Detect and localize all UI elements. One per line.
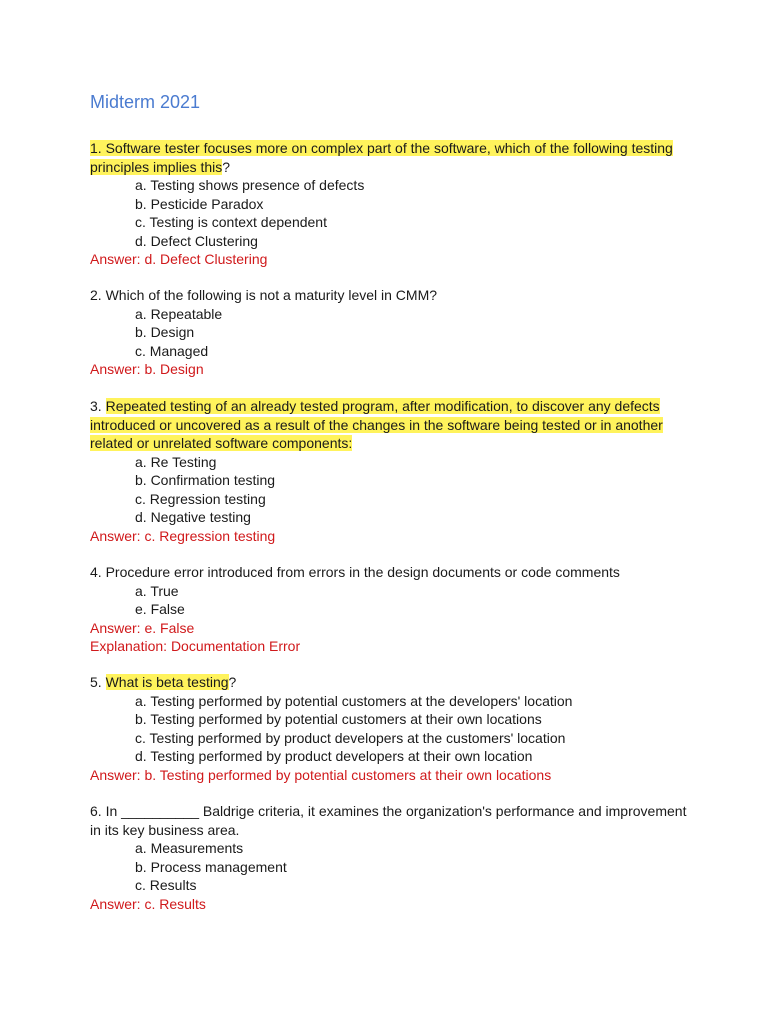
page-title: Midterm 2021	[90, 92, 201, 112]
options-list	[90, 305, 690, 361]
question-text	[90, 139, 690, 176]
explanation-text: Explanation: Documentation Error	[90, 638, 301, 654]
question-prefix: 5.	[90, 674, 106, 690]
option: d. Testing performed by product developers at their own location	[135, 748, 533, 764]
question-4	[90, 563, 690, 656]
option: b. Pesticide Paradox	[135, 195, 264, 212]
options-list	[90, 582, 690, 619]
option: c. Managed	[135, 342, 209, 359]
question-prefix: 2. Which of the following is not a maturity level in CMM?	[90, 287, 438, 303]
option: d. Negative testing	[135, 509, 251, 525]
option: e. False	[135, 601, 185, 617]
option: c. Testing is context dependent	[135, 214, 327, 230]
question-prefix: 4. Procedure error introduced from errors in the design documents or code comments	[90, 564, 620, 580]
option: d. Defect Clustering	[135, 232, 258, 249]
answer-text: Answer: c. Results	[90, 895, 206, 912]
question-2	[90, 286, 690, 379]
answer-text: Answer: d. Defect Clustering	[90, 251, 268, 267]
question-1	[90, 139, 690, 269]
answer-text: Answer: e. False	[90, 619, 195, 636]
answer-text: Answer: b. Testing performed by potential customers at their own locations	[90, 766, 552, 783]
option: a. True	[135, 582, 179, 599]
question-text	[90, 673, 690, 692]
option: b. Testing performed by potential customers at their own locations	[135, 711, 542, 727]
question-text	[90, 397, 690, 453]
option: a. Repeatable	[135, 305, 223, 322]
question-text	[90, 802, 690, 839]
option: a. Testing performed by potential customers at the developers' location	[135, 692, 573, 709]
options-list	[90, 453, 690, 527]
option: b. Design	[135, 324, 195, 340]
question-text	[90, 563, 690, 582]
options-list	[90, 839, 690, 895]
question-prefix: 6. In __________ Baldrige criteria, it examines the organization's performance and improvement in its key business area.	[90, 803, 687, 838]
question-suffix: ?	[228, 674, 237, 690]
option: b. Process management	[135, 858, 287, 875]
question-suffix: ?	[222, 158, 231, 175]
question-3	[90, 397, 690, 545]
option: c. Results	[135, 877, 197, 893]
option: a. Testing shows presence of defects	[135, 177, 365, 193]
question-5	[90, 673, 690, 784]
option: c. Testing performed by product developers at the customers' location	[135, 729, 566, 746]
option: a. Re Testing	[135, 453, 217, 470]
options-list	[90, 176, 690, 250]
question-highlight: 1. Software tester focuses more on complex part of the software, which of the following testing principles implies this	[90, 140, 673, 175]
answer-text: Answer: b. Design	[90, 361, 204, 377]
question-6	[90, 802, 690, 913]
question-prefix: 3.	[90, 398, 106, 414]
question-text	[90, 286, 690, 305]
question-highlight: Repeated testing of an already tested program, after modification, to discover any defects introduced or uncovered as a result of the changes in the software being tested or in another related or unrelated software components:	[90, 398, 663, 451]
option: b. Confirmation testing	[135, 472, 276, 488]
option: c. Regression testing	[135, 490, 266, 507]
options-list	[90, 692, 690, 766]
option: a. Measurements	[135, 840, 244, 856]
question-highlight: What is beta testing	[105, 674, 229, 690]
answer-text: Answer: c. Regression testing	[90, 527, 276, 544]
